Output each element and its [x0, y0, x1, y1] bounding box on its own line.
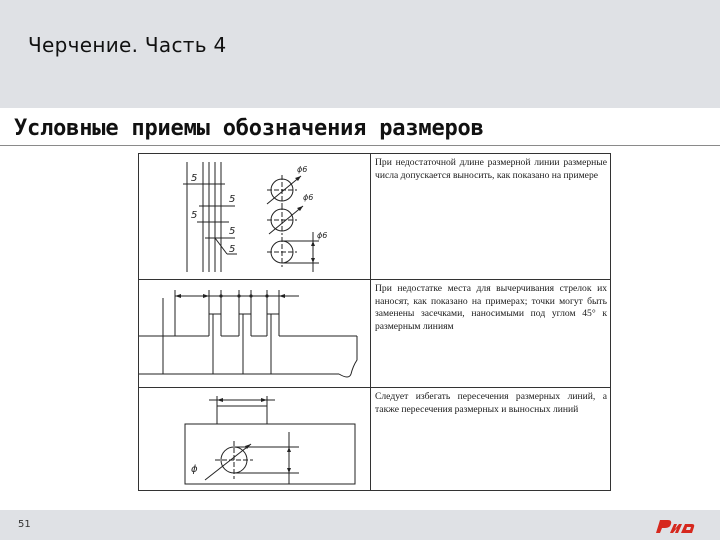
dim-label-5b: 5 [229, 194, 236, 205]
rzd-logo-icon [653, 515, 697, 537]
figure-row-3 [139, 388, 610, 490]
footer-band [0, 510, 720, 540]
dim-label-5d: 5 [229, 226, 236, 237]
dim-label-5a: 5 [191, 173, 198, 184]
figure-drawing-1 [139, 154, 371, 279]
dimension-drawing-3 [139, 388, 370, 489]
section-header: Черчение. Часть 4 [28, 33, 227, 57]
figure-drawing-2 [139, 280, 371, 387]
figure-row-2 [139, 280, 610, 388]
figure-drawing-3 [139, 388, 371, 490]
dim-label-5c: 5 [191, 210, 198, 221]
figure-note-3: Следует избегать пересечения размерных линий, а также пересечения размерных и выносных линий [375, 391, 607, 415]
title-divider [0, 145, 720, 146]
page-number: 51 [18, 519, 31, 530]
dimension-drawing-2 [139, 280, 370, 387]
page-title: Условные приемы обозначения размеров [14, 116, 484, 141]
dimension-drawing-1 [139, 154, 370, 279]
dim-label-5e: 5 [229, 244, 236, 255]
diam-label-3: ϕ6 [317, 231, 328, 240]
diam-label-1: ϕ6 [297, 165, 308, 174]
diam-label-row3: ϕ [191, 464, 198, 475]
dimension-figure-table [138, 153, 611, 491]
figure-row-1 [139, 154, 610, 280]
diam-label-2: ϕ6 [303, 193, 314, 202]
figure-note-2: При недостатке места для вычерчивания стрелок их наносят, как показано на примерах; точки могут быть заменены засечками, наносимыми под углом 45° к размерным линиям [375, 283, 607, 332]
figure-note-1: При недостаточной длине размерной линии размерные числа допускается выносить, как показано на примере [375, 157, 607, 181]
